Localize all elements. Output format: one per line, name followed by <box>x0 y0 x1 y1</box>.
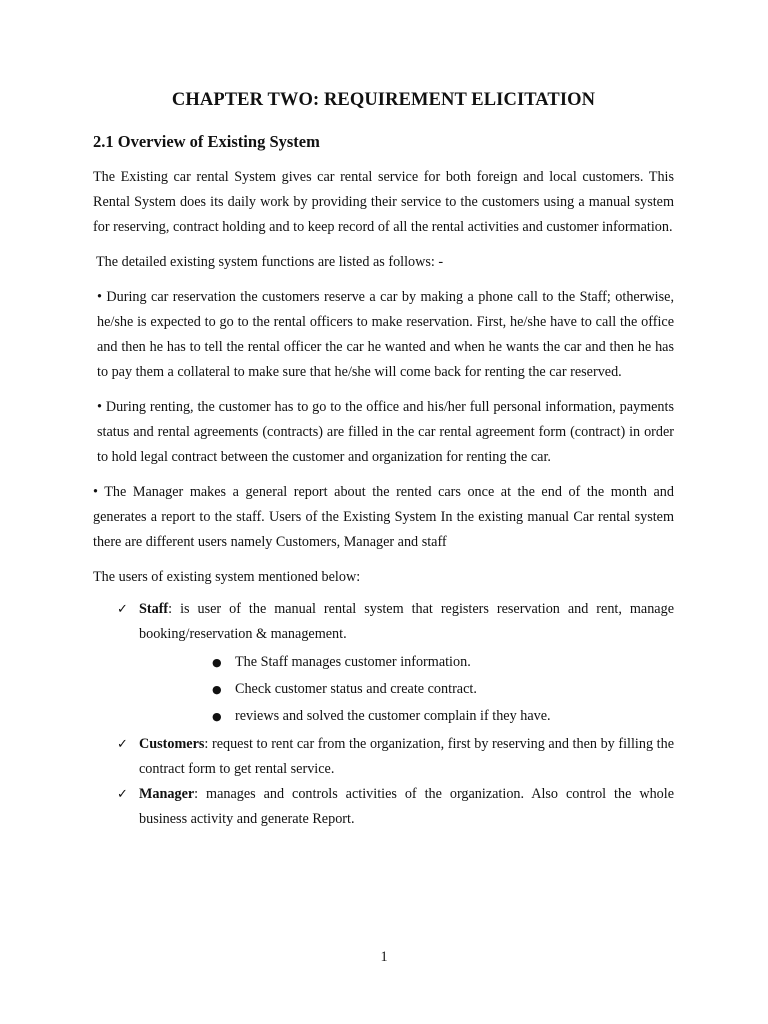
reservation-bullet-paragraph: • During car reservation the customers reserve a car by making a phone call to the Staff; otherwise, he/she is expected to go to the rental officers to make reservation. First, he/she have to call the office and then he has to tell the rental officer the car he wanted and when he wants the car and then he has to pay them a collateral to make sure that he/she will come back for renting the car reserved. <box>97 289 674 380</box>
checkmark-icon: ✓ <box>117 787 128 802</box>
bullet-icon: ● <box>212 683 222 696</box>
staff-duty-text: Check customer status and create contract. <box>235 681 477 697</box>
renting-bullet-paragraph: • During renting, the customer has to go to the office and his/her full personal information, payments status and rental agreements (contracts) are filled in the car rental agreement form (contract) in order to hold legal contract between the customer and organization for renting the car. <box>97 399 674 465</box>
staff-duties-list <box>139 649 674 730</box>
checkmark-icon: ✓ <box>117 737 128 752</box>
checkmark-icon: ✓ <box>117 602 128 617</box>
intro-paragraph: The Existing car rental System gives car rental service for both foreign and local customers. This Rental System does its daily work by providing their service to the customers using a manual system for reserving, contract holding and to keep record of all the rental activities and customer information. <box>93 169 674 235</box>
user-item-customers <box>93 732 674 782</box>
chapter-title: CHAPTER TWO: REQUIREMENT ELICITATION <box>171 90 596 110</box>
user-term: Staff <box>139 601 169 617</box>
user-description: : manages and controls activities of the organization. Also control the whole business activity and generate Report. <box>139 786 674 827</box>
page-number: 1 <box>380 949 388 965</box>
staff-duty-text: The Staff manages customer information. <box>235 654 471 670</box>
section-heading: 2.1 Overview of Existing System <box>93 132 320 151</box>
staff-duty-item <box>139 676 674 703</box>
user-description: : request to rent car from the organization, first by reserving and then by filling the contract form to get rental service. <box>139 736 674 777</box>
user-term: Manager <box>139 786 195 802</box>
user-item-manager <box>93 782 674 832</box>
user-description: : is user of the manual rental system that registers reservation and rent, manage booking/reservation & management. <box>139 601 674 642</box>
bullet-icon: ● <box>212 656 222 669</box>
staff-duty-item <box>139 703 674 730</box>
users-list <box>93 597 674 832</box>
functions-lead-paragraph: The detailed existing system functions are listed as follows: - <box>96 254 444 270</box>
user-item-staff <box>93 597 674 730</box>
staff-duty-text: reviews and solved the customer complain if they have. <box>235 708 551 724</box>
manager-bullet-paragraph: • The Manager makes a general report about the rented cars once at the end of the month and generates a report to the staff. Users of the Existing System In the existing manual Car rental system there are different users namely Customers, Manager and staff <box>93 484 674 550</box>
bullet-icon: ● <box>212 710 222 723</box>
user-term: Customers <box>139 736 205 752</box>
users-intro-paragraph: The users of existing system mentioned below: <box>93 569 361 585</box>
staff-duty-item <box>139 649 674 676</box>
